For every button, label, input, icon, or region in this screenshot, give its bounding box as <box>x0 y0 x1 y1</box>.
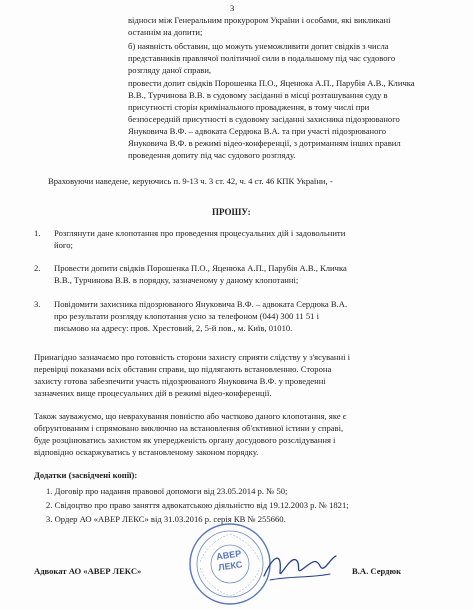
attachment-item: 2. Свідоцтво про право заняття адвокатською діяльністю від 19.12.2003 р. № 1821; <box>46 500 349 510</box>
request-number: 3. <box>34 299 41 309</box>
svg-text:ЛЕКС: ЛЕКС <box>217 559 243 573</box>
readiness-line: зазначених вище процесуальних дій в режимі відео-конференції. <box>34 388 272 398</box>
attachment-item: 1. Договір про надання правової допомоги від 23.05.2014 р. № 50; <box>46 486 288 496</box>
page-number: 3 <box>230 3 235 13</box>
intro-line: відноси між Генеральним прокурором України і особами, які викликані <box>128 15 391 25</box>
intro-line: розгляду даної справи, <box>128 65 212 75</box>
svg-text:АВЕР: АВЕР <box>215 548 242 562</box>
request-line: письмово на адресу: пров. Хрестовий, 2, 5-й пов., м. Київ, 01010. <box>54 323 293 333</box>
notice-line: відповідно оскаржуватись у встановленому законом порядку. <box>34 447 259 457</box>
request-line: Повідомити захисника підозрюваного Януковича В.Ф. – адвоката Сердюка В.А. <box>54 299 348 309</box>
request-line: Розглянути дане клопотання про проведення процесуальних дій і задовольнити <box>54 228 346 238</box>
intro-line: проведення допиту під час судового розгляду. <box>128 150 296 160</box>
attachments-heading: Додатки (засвідчені копії): <box>34 470 138 480</box>
readiness-line: перевірці показами всіх обставин справи, що підлягають встановленню. Сторона <box>34 364 332 374</box>
attachment-item: 3. Ордер АО «АВЕР ЛЕКС» від 31.03.2016 р. серія КВ № 255660. <box>46 514 286 524</box>
notice-line: буде розцінюватись захистом як упередженість органу досудового розслідування і <box>34 435 336 445</box>
request-line: Провести допити свідків Порошенка П.О., Яценюка А.П., Парубія А.В., Кличка <box>54 263 347 273</box>
request-number: 2. <box>34 263 41 273</box>
intro-line: безпосередній присутності в судовому засіданні захисника підозрюваного <box>128 114 400 124</box>
request-line: про результати розгляду клопотання усно за телефоном (044) 300 11 51 і <box>54 311 320 321</box>
notice-line: Також зауважуємо, що неврахування повністю або частково даного клопотання, яке є <box>34 411 347 421</box>
readiness-line: Принагідно зазначаємо про готовність сторони захисту сприяти слідству у з'ясуванні і <box>34 352 351 362</box>
intro-line: Януковича В.Ф. в режимі відео-конференції, з дотриманням інших правил <box>128 138 401 148</box>
grounds-line: Враховуючи наведене, керуючись п. 9-13 ч. 3 ст. 42, ч. 4 ст. 46 КПК України, - <box>48 176 333 186</box>
notice-line: обґрунтованим і спрямовано виключно на встановлення об'єктивної істини у справі, <box>34 423 344 433</box>
signature-scribble <box>260 546 340 586</box>
request-line: В.В., Турчинова В.В. в порядку, зазначеному у даному клопотанні; <box>54 275 299 285</box>
intro-line: присутності сторін кримінального провадження, в тому числі при <box>128 102 370 112</box>
intro-line: представників правлячої політичної сили в подальшому під час судового <box>128 53 396 63</box>
request-heading: ПРОШУ: <box>212 207 251 217</box>
signature-org: Адвокат АО «АВЕР ЛЕКС» <box>34 566 142 576</box>
readiness-line: захисту готова забезпечити участь підозрюваного Януковича В.Ф. у проведенні <box>34 376 326 386</box>
request-number: 1. <box>34 228 41 238</box>
intro-line: Януковича В.Ф. – адвоката Сердюка В.А. та при участі підозрюваного <box>128 126 387 136</box>
intro-line: провести допит свідків Порошенка П.О., Яценюка А.П., Парубія А.В., Кличка <box>128 78 415 88</box>
signature-name: В.А. Сердюк <box>352 566 402 576</box>
intro-line: останнім на допити; <box>128 27 203 37</box>
intro-line: В.В., Турчинова В.В. в судовому засіданні в місці розташування суду в <box>128 90 388 100</box>
intro-line: б) наявність обставин, що можуть унеможливити допит свідків з числа <box>128 41 389 51</box>
request-line: його; <box>54 240 73 250</box>
